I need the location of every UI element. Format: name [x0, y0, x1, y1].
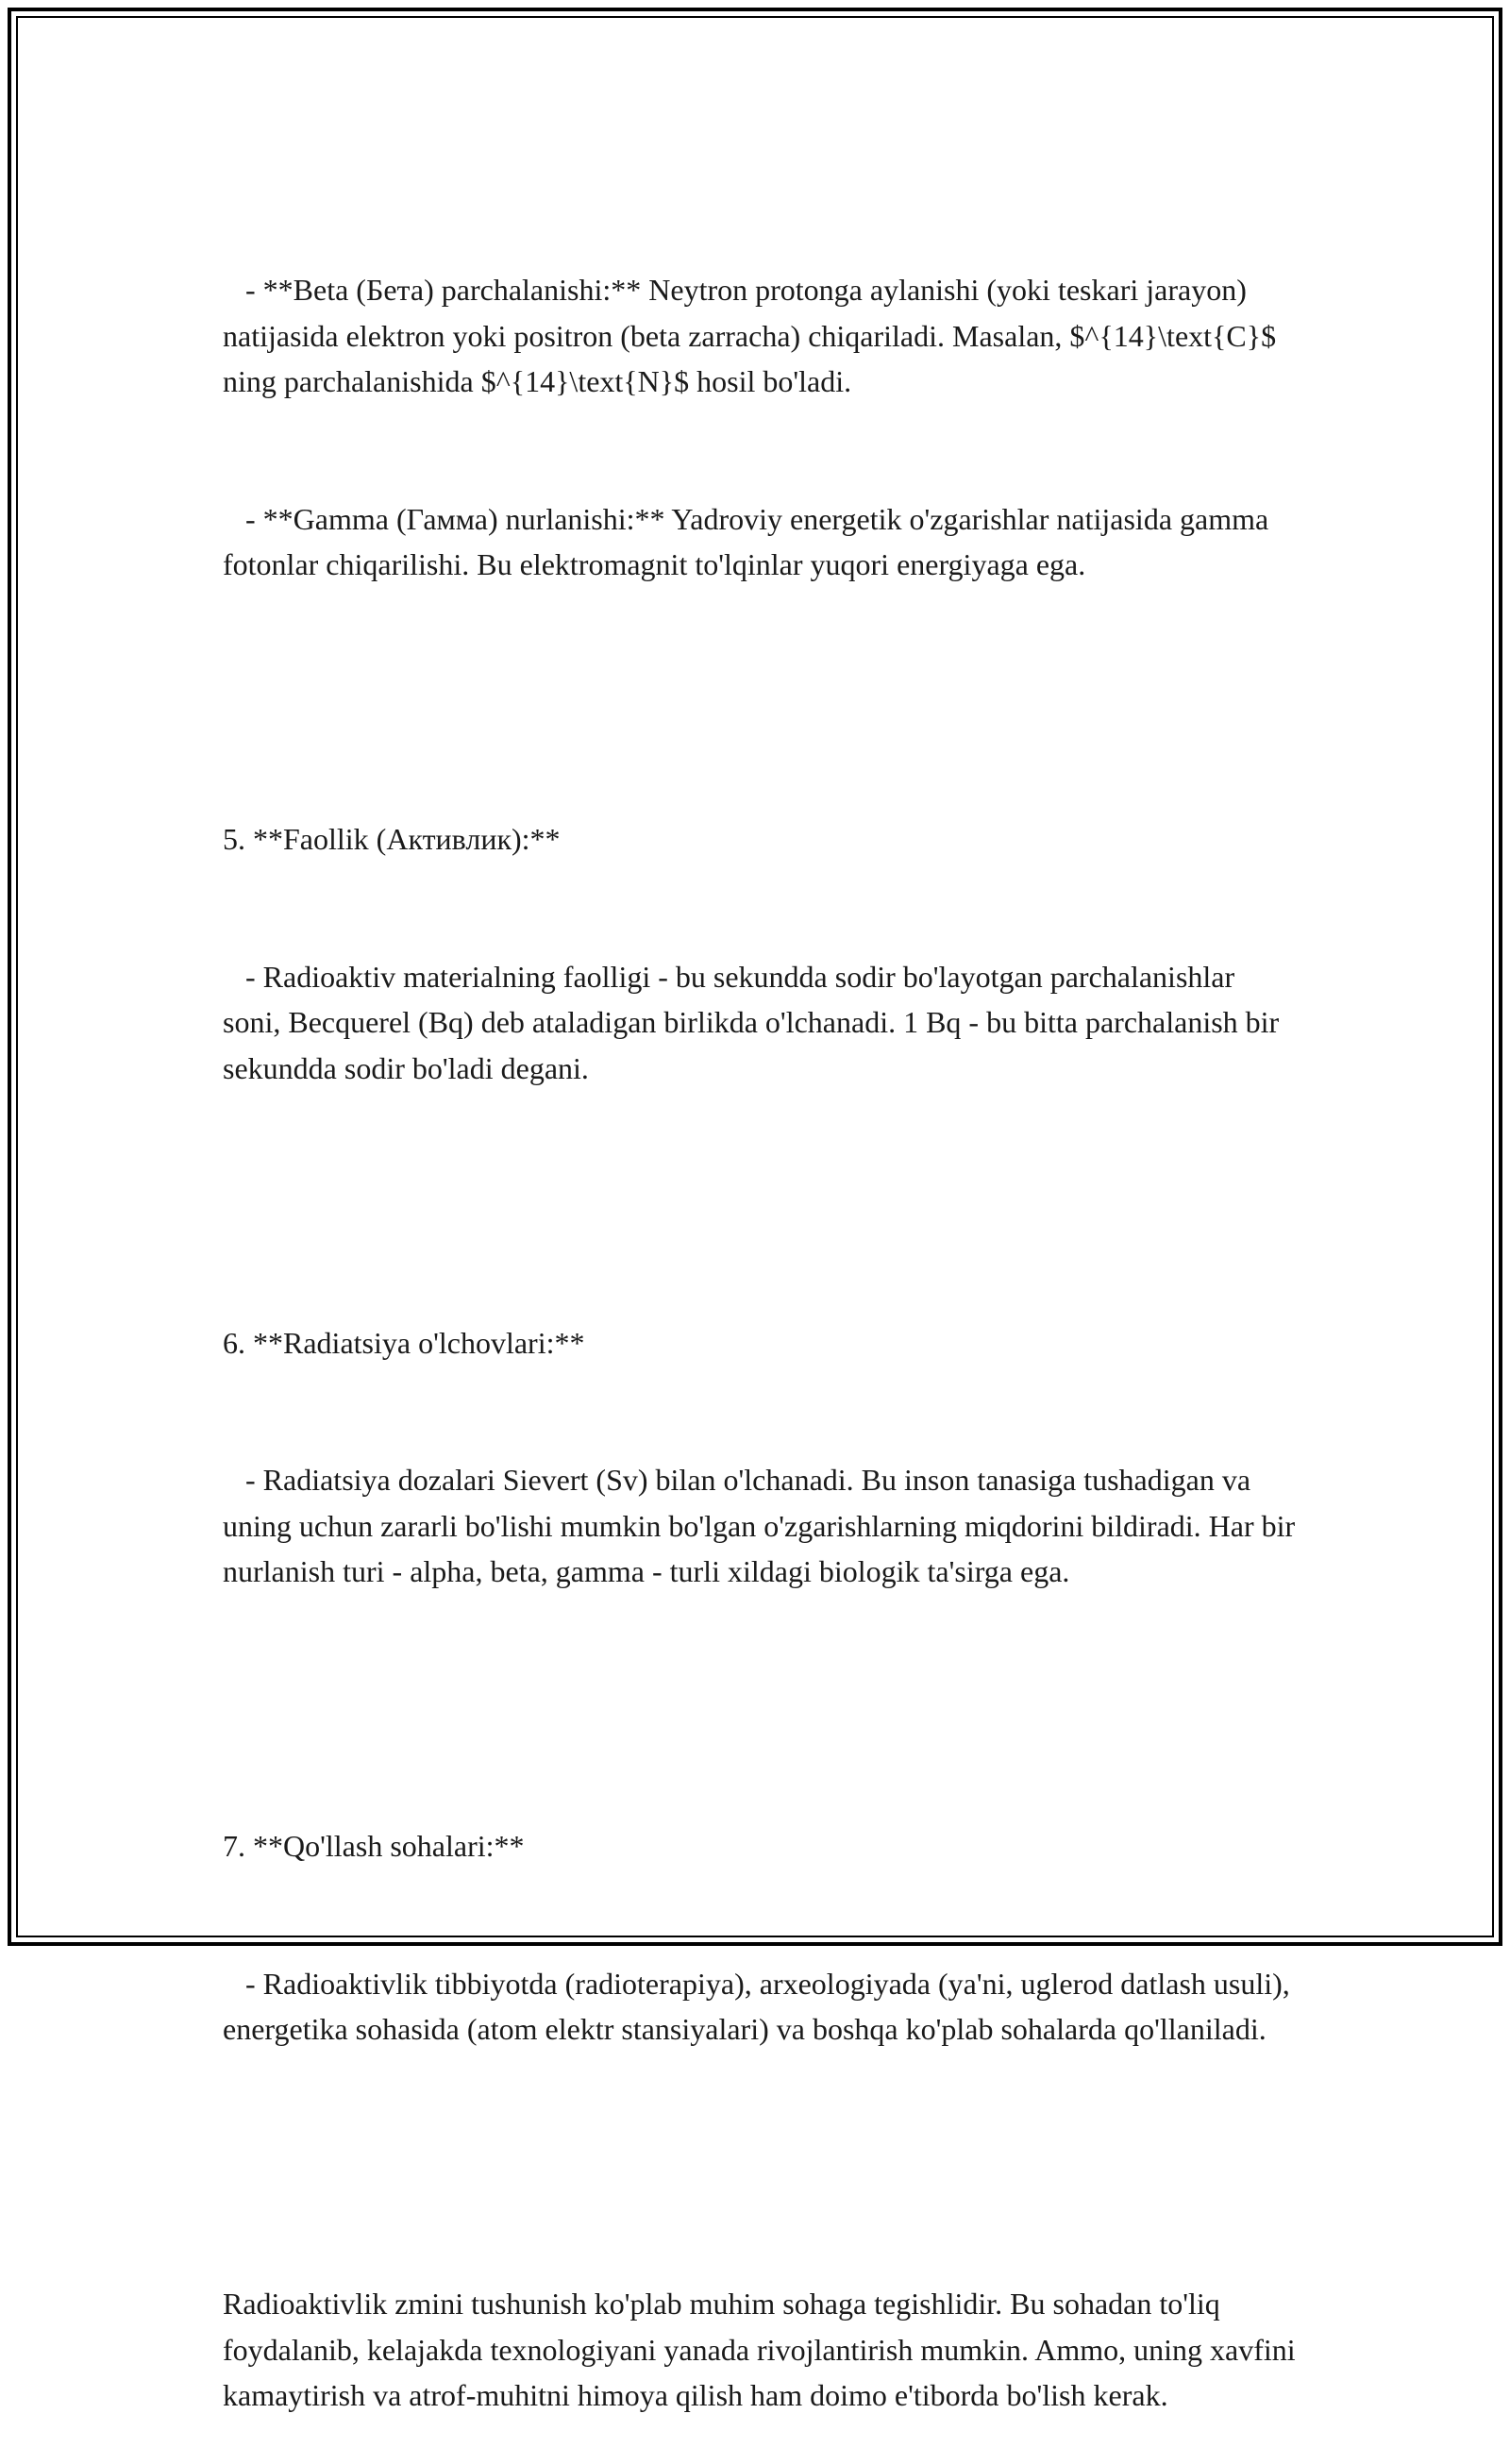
- section-7-heading: 7. **Qo'llash sohalari:**: [223, 1829, 525, 1863]
- section-6-heading: 6. **Radiatsiya o'lchovlari:**: [223, 1325, 585, 1360]
- paragraph-gap: [223, 1182, 1299, 1229]
- section-7-body: - Radioaktivlik tibbiyotda (radioterapiya), arxeologiyada (ya'ni, uglerod datlash usuli), energetika sohasida (atom elektr stansiyalari) va boshqa ko'plab sohalarda qo'llaniladi.: [223, 1966, 1298, 2046]
- section-5-body: - Radioaktiv materialning faolligi - bu sekundda sodir bo'layotgan parchalanishlar soni, Becquerel (Bq) deb ataladigan birlikda o'lchanadi. 1 Bq - bu bitta parchalanish bir sekundda sodir bo'ladi degani.: [223, 959, 1287, 1085]
- section-5-heading: 5. **Faollik (Активлик):**: [223, 822, 561, 856]
- section-6-body: - Radiatsiya dozalari Sievert (Sv) bilan o'lchanadi. Bu inson tanasiga tushadigan va uning uchun zararli bo'lishi mumkin bo'lgan o'zgarishlarning miqdorini bildiradi. Har bir nurlanish turi - alpha, beta, gamma - turli xildagi biologik ta'sirga ega.: [223, 1463, 1303, 1588]
- conclusion-paragraph: Radioaktivlik zmini tushunish ko'plab muhim sohaga tegishlidir. Bu sohadan to'liq foydalanib, kelajakda texnologiyani yanada rivojlantirish mumkin. Ammo, uning xavfini kamaytirish va atrof-muhitni himoya qilish ham doimo e'tiborda bo'lish kerak.: [223, 2287, 1303, 2412]
- paragraph-gap: [223, 2144, 1299, 2190]
- paragraph-gap: [223, 679, 1299, 726]
- document-body: [223, 176, 1303, 2464]
- gamma-radiation-item: - **Gamma (Гамма) nurlanishi:** Yadroviy energetik o'zgarishlar natijasida gamma fotonlar chiqarilishi. Bu elektromagnit to'lqinlar yuqori energiyaga ega.: [223, 501, 1277, 581]
- paragraph-gap: [223, 1686, 1299, 1733]
- beta-decay-item: - **Beta (Бета) parchalanishi:** Neytron protonga aylanishi (yoki teskari jarayon) natijasida elektron yoki positron (beta zarracha) chiqariladi. Masalan, $^{14}\text{C}$ ning parchalanishida $^{14}\text{N}$ hosil bo'ladi.: [223, 273, 1284, 398]
